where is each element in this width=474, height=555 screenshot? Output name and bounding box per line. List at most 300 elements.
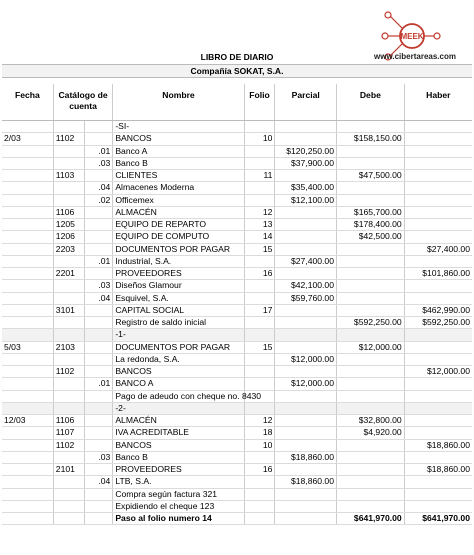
cell-haber xyxy=(404,133,472,145)
svg-text:MEEK: MEEK xyxy=(400,32,424,41)
cell-cat xyxy=(53,121,84,133)
cell-cat: 1102 xyxy=(53,366,84,378)
cell-fecha xyxy=(2,121,53,133)
cell-sub xyxy=(84,500,113,512)
cell-parcial xyxy=(275,390,337,402)
cell-debe: $42,500.00 xyxy=(337,231,405,243)
cell-nombre: DOCUMENTOS POR PAGAR xyxy=(113,341,244,353)
cell-cat: 1103 xyxy=(53,170,84,182)
cell-cat xyxy=(53,292,84,304)
cell-sub xyxy=(84,170,113,182)
cell-parcial xyxy=(275,513,337,525)
cell-folio: 11 xyxy=(244,170,275,182)
cell-fecha xyxy=(2,513,53,525)
cell-debe: $158,150.00 xyxy=(337,133,405,145)
cell-sub: .04 xyxy=(84,182,113,194)
cell-nombre: Pago de adeudo con cheque no. 8430 xyxy=(113,390,244,402)
cell-parcial xyxy=(275,439,337,451)
cell-parcial xyxy=(275,121,337,133)
cell-debe xyxy=(337,390,405,402)
cell-sub xyxy=(84,317,113,329)
cell-fecha xyxy=(2,476,53,488)
cell-parcial: $18,860.00 xyxy=(275,476,337,488)
cell-folio xyxy=(244,402,275,414)
cell-cat: 1206 xyxy=(53,231,84,243)
table-row xyxy=(2,157,472,169)
cell-cat xyxy=(53,317,84,329)
cell-fecha xyxy=(2,268,53,280)
cell-sub xyxy=(84,304,113,316)
cell-debe xyxy=(337,145,405,157)
table-row xyxy=(2,268,472,280)
cell-nombre: -1- xyxy=(113,329,244,341)
cell-folio xyxy=(244,329,275,341)
cell-parcial xyxy=(275,415,337,427)
cell-parcial xyxy=(275,304,337,316)
cell-debe xyxy=(337,329,405,341)
cell-cat xyxy=(53,488,84,500)
cell-fecha xyxy=(2,194,53,206)
cell-haber xyxy=(404,476,472,488)
cell-parcial xyxy=(275,219,337,231)
cell-sub xyxy=(84,133,113,145)
cell-fecha xyxy=(2,145,53,157)
cell-parcial xyxy=(275,170,337,182)
cell-fecha xyxy=(2,402,53,414)
table-row xyxy=(2,476,472,488)
cell-parcial: $59,760.00 xyxy=(275,292,337,304)
cell-nombre: EQUIPO DE REPARTO xyxy=(113,219,244,231)
cell-folio: 12 xyxy=(244,206,275,218)
col-haber: Haber xyxy=(404,84,472,121)
cell-debe xyxy=(337,268,405,280)
cell-cat xyxy=(53,476,84,488)
cell-cat: 1102 xyxy=(53,439,84,451)
cell-folio: 10 xyxy=(244,439,275,451)
cell-cat: 1205 xyxy=(53,219,84,231)
cell-nombre: DOCUMENTOS POR PAGAR xyxy=(113,243,244,255)
cell-parcial xyxy=(275,268,337,280)
cell-nombre: Paso al folio numero 14 xyxy=(113,513,244,525)
cell-fecha xyxy=(2,390,53,402)
table-row xyxy=(2,182,472,194)
cell-cat xyxy=(53,353,84,365)
col-folio: Folio xyxy=(244,84,275,121)
cell-debe xyxy=(337,194,405,206)
cell-debe xyxy=(337,488,405,500)
cell-parcial xyxy=(275,341,337,353)
cell-haber xyxy=(404,488,472,500)
cell-haber xyxy=(404,292,472,304)
cell-sub xyxy=(84,268,113,280)
cell-folio: 15 xyxy=(244,243,275,255)
cell-debe xyxy=(337,366,405,378)
cell-sub: .03 xyxy=(84,451,113,463)
cell-cat: 1106 xyxy=(53,206,84,218)
cell-cat xyxy=(53,280,84,292)
cell-haber xyxy=(404,255,472,267)
table-row xyxy=(2,194,472,206)
table-row xyxy=(2,513,472,525)
cell-debe: $165,700.00 xyxy=(337,206,405,218)
logo-url: www.cibertareas.com xyxy=(374,52,456,61)
cell-sub xyxy=(84,439,113,451)
cell-parcial xyxy=(275,329,337,341)
table-row xyxy=(2,206,472,218)
cell-parcial: $120,250.00 xyxy=(275,145,337,157)
cell-cat xyxy=(53,500,84,512)
cell-cat: 1102 xyxy=(53,133,84,145)
cell-haber: $18,860.00 xyxy=(404,464,472,476)
cell-nombre: Officemex xyxy=(113,194,244,206)
table-row xyxy=(2,427,472,439)
cell-parcial xyxy=(275,206,337,218)
cell-nombre: CLIENTES xyxy=(113,170,244,182)
cell-parcial xyxy=(275,366,337,378)
cell-fecha: 5/03 xyxy=(2,341,53,353)
cell-parcial: $12,100.00 xyxy=(275,194,337,206)
cell-fecha xyxy=(2,353,53,365)
cell-haber xyxy=(404,194,472,206)
cell-parcial xyxy=(275,488,337,500)
cell-debe xyxy=(337,451,405,463)
table-row xyxy=(2,133,472,145)
cell-nombre: Diseños Glamour xyxy=(113,280,244,292)
cell-debe xyxy=(337,280,405,292)
cell-sub xyxy=(84,402,113,414)
cell-haber xyxy=(404,390,472,402)
cell-cat xyxy=(53,157,84,169)
cell-haber xyxy=(404,182,472,194)
cell-cat xyxy=(53,145,84,157)
table-header-row xyxy=(2,84,472,121)
journal-table xyxy=(2,84,472,525)
cell-fecha xyxy=(2,378,53,390)
cell-folio: 17 xyxy=(244,304,275,316)
cell-fecha xyxy=(2,439,53,451)
cell-fecha xyxy=(2,243,53,255)
cell-folio xyxy=(244,500,275,512)
cell-cat: 2201 xyxy=(53,268,84,280)
cell-sub xyxy=(84,243,113,255)
cell-nombre: Esquivel, S.A. xyxy=(113,292,244,304)
cell-sub: .03 xyxy=(84,280,113,292)
cell-debe xyxy=(337,157,405,169)
cell-fecha: 12/03 xyxy=(2,415,53,427)
cell-folio xyxy=(244,292,275,304)
cell-cat: 2203 xyxy=(53,243,84,255)
cell-debe: $12,000.00 xyxy=(337,341,405,353)
cell-cat xyxy=(53,255,84,267)
cell-haber: $101,860.00 xyxy=(404,268,472,280)
cell-nombre: PROVEEDORES xyxy=(113,464,244,476)
cell-nombre: Compra según factura 321 xyxy=(113,488,244,500)
cell-folio: 14 xyxy=(244,231,275,243)
cell-folio xyxy=(244,255,275,267)
cell-cat: 3101 xyxy=(53,304,84,316)
table-row xyxy=(2,353,472,365)
col-nombre: Nombre xyxy=(113,84,244,121)
cell-nombre: La redonda, S.A. xyxy=(113,353,244,365)
cell-parcial: $12,000.00 xyxy=(275,378,337,390)
cell-parcial xyxy=(275,231,337,243)
cell-folio: 13 xyxy=(244,219,275,231)
cell-cat: 2103 xyxy=(53,341,84,353)
cell-debe xyxy=(337,500,405,512)
cell-parcial xyxy=(275,464,337,476)
cell-debe: $47,500.00 xyxy=(337,170,405,182)
cell-haber xyxy=(404,231,472,243)
cell-sub xyxy=(84,415,113,427)
cell-nombre: BANCO A xyxy=(113,378,244,390)
cell-nombre: BANCOS xyxy=(113,439,244,451)
table-row xyxy=(2,317,472,329)
table-row xyxy=(2,341,472,353)
table-row xyxy=(2,500,472,512)
table-row xyxy=(2,378,472,390)
cell-sub: .03 xyxy=(84,157,113,169)
cell-haber xyxy=(404,451,472,463)
col-debe: Debe xyxy=(337,84,405,121)
cell-fecha xyxy=(2,304,53,316)
cell-fecha xyxy=(2,170,53,182)
cell-debe xyxy=(337,353,405,365)
cell-nombre: ALMACÉN xyxy=(113,206,244,218)
cell-nombre: Banco B xyxy=(113,451,244,463)
cell-haber: $462,990.00 xyxy=(404,304,472,316)
cell-debe xyxy=(337,464,405,476)
cell-cat xyxy=(53,194,84,206)
cell-parcial: $27,400.00 xyxy=(275,255,337,267)
page-title: LIBRO DE DIARIO xyxy=(200,52,274,62)
cell-fecha xyxy=(2,219,53,231)
cell-sub xyxy=(84,513,113,525)
cell-nombre: Banco A xyxy=(113,145,244,157)
cell-parcial: $37,900.00 xyxy=(275,157,337,169)
table-row xyxy=(2,231,472,243)
cell-nombre: EQUIPO DE COMPUTO xyxy=(113,231,244,243)
cell-fecha xyxy=(2,280,53,292)
cell-haber xyxy=(404,329,472,341)
cell-folio xyxy=(244,451,275,463)
cell-debe xyxy=(337,378,405,390)
cell-nombre: PROVEEDORES xyxy=(113,268,244,280)
cell-folio xyxy=(244,378,275,390)
table-row xyxy=(2,243,472,255)
cell-debe: $178,400.00 xyxy=(337,219,405,231)
cell-folio xyxy=(244,353,275,365)
cell-cat xyxy=(53,182,84,194)
cell-folio: 12 xyxy=(244,415,275,427)
cell-debe: $4,920.00 xyxy=(337,427,405,439)
table-row xyxy=(2,292,472,304)
cell-fecha xyxy=(2,255,53,267)
cell-fecha xyxy=(2,427,53,439)
cell-fecha xyxy=(2,206,53,218)
cell-nombre: Registro de saldo inicial xyxy=(113,317,244,329)
cell-haber xyxy=(404,378,472,390)
cell-sub xyxy=(84,206,113,218)
cell-sub: .04 xyxy=(84,292,113,304)
cell-nombre: IVA ACREDITABLE xyxy=(113,427,244,439)
cell-parcial xyxy=(275,317,337,329)
cell-sub xyxy=(84,341,113,353)
cell-folio xyxy=(244,280,275,292)
cell-debe xyxy=(337,439,405,451)
cell-nombre: BANCOS xyxy=(113,133,244,145)
cell-folio xyxy=(244,194,275,206)
cell-sub xyxy=(84,353,113,365)
cell-folio: 15 xyxy=(244,341,275,353)
cell-fecha xyxy=(2,231,53,243)
cell-nombre: Banco B xyxy=(113,157,244,169)
cell-fecha xyxy=(2,182,53,194)
cell-folio xyxy=(244,145,275,157)
cell-cat xyxy=(53,329,84,341)
cell-haber: $27,400.00 xyxy=(404,243,472,255)
cell-folio: 16 xyxy=(244,268,275,280)
cell-debe xyxy=(337,304,405,316)
cell-sub xyxy=(84,488,113,500)
cell-folio xyxy=(244,513,275,525)
table-row xyxy=(2,451,472,463)
cell-parcial xyxy=(275,243,337,255)
cell-haber xyxy=(404,415,472,427)
cell-haber xyxy=(404,157,472,169)
cell-debe xyxy=(337,182,405,194)
cell-debe: $641,970.00 xyxy=(337,513,405,525)
cell-haber xyxy=(404,121,472,133)
cell-folio xyxy=(244,476,275,488)
cell-folio: 18 xyxy=(244,427,275,439)
col-fecha: Fecha xyxy=(2,84,53,121)
cell-nombre: -SI- xyxy=(113,121,244,133)
col-catalogo: Catálogo de cuenta xyxy=(53,84,113,121)
cell-nombre: Expidiendo el cheque 123 xyxy=(113,500,244,512)
table-row xyxy=(2,145,472,157)
cell-sub xyxy=(84,329,113,341)
cell-haber: $641,970.00 xyxy=(404,513,472,525)
cell-fecha xyxy=(2,317,53,329)
table-row xyxy=(2,170,472,182)
cell-sub: .02 xyxy=(84,194,113,206)
cell-sub: .01 xyxy=(84,255,113,267)
cell-parcial xyxy=(275,133,337,145)
cell-haber xyxy=(404,280,472,292)
cell-haber xyxy=(404,219,472,231)
cell-nombre: ALMACÉN xyxy=(113,415,244,427)
cell-debe xyxy=(337,402,405,414)
company-name: Compañía SOKAT, S.A. xyxy=(2,64,472,78)
cell-folio xyxy=(244,182,275,194)
cell-sub xyxy=(84,427,113,439)
cell-sub xyxy=(84,231,113,243)
cell-haber xyxy=(404,341,472,353)
cell-cat: 1107 xyxy=(53,427,84,439)
cell-sub xyxy=(84,219,113,231)
cell-sub: .01 xyxy=(84,145,113,157)
cell-sub xyxy=(84,121,113,133)
cell-folio xyxy=(244,488,275,500)
cell-fecha xyxy=(2,488,53,500)
table-row xyxy=(2,304,472,316)
cell-debe: $592,250.00 xyxy=(337,317,405,329)
cell-sub xyxy=(84,366,113,378)
col-parcial: Parcial xyxy=(275,84,337,121)
cell-parcial xyxy=(275,427,337,439)
table-row xyxy=(2,329,472,341)
cell-nombre: CAPITAL SOCIAL xyxy=(113,304,244,316)
cell-parcial xyxy=(275,500,337,512)
cell-nombre: BANCOS xyxy=(113,366,244,378)
cell-folio xyxy=(244,157,275,169)
cell-folio xyxy=(244,121,275,133)
table-row xyxy=(2,415,472,427)
cell-cat xyxy=(53,402,84,414)
table-row xyxy=(2,255,472,267)
cell-nombre: -2- xyxy=(113,402,244,414)
cell-fecha xyxy=(2,329,53,341)
cell-sub: .01 xyxy=(84,378,113,390)
table-row xyxy=(2,219,472,231)
cell-fecha xyxy=(2,157,53,169)
cell-fecha xyxy=(2,500,53,512)
table-row xyxy=(2,121,472,133)
cell-fecha: 2/03 xyxy=(2,133,53,145)
cell-parcial: $12,000.00 xyxy=(275,353,337,365)
cell-cat xyxy=(53,451,84,463)
cell-fecha xyxy=(2,366,53,378)
cell-nombre: Industrial, S.A. xyxy=(113,255,244,267)
cell-haber xyxy=(404,402,472,414)
cell-folio xyxy=(244,317,275,329)
cell-cat: 1106 xyxy=(53,415,84,427)
cell-haber xyxy=(404,206,472,218)
cell-cat xyxy=(53,390,84,402)
cell-debe xyxy=(337,255,405,267)
cell-haber xyxy=(404,500,472,512)
cell-folio xyxy=(244,366,275,378)
table-row xyxy=(2,390,472,402)
table-row xyxy=(2,280,472,292)
cell-debe xyxy=(337,476,405,488)
journal-body xyxy=(2,121,472,525)
cell-haber xyxy=(404,170,472,182)
cell-folio: 16 xyxy=(244,464,275,476)
cell-haber xyxy=(404,427,472,439)
cell-cat xyxy=(53,513,84,525)
cell-fecha xyxy=(2,464,53,476)
table-row xyxy=(2,439,472,451)
cell-haber xyxy=(404,145,472,157)
cell-haber: $12,000.00 xyxy=(404,366,472,378)
cell-parcial: $42,100.00 xyxy=(275,280,337,292)
cell-parcial: $18,860.00 xyxy=(275,451,337,463)
cell-nombre: Almacenes Moderna xyxy=(113,182,244,194)
cell-cat xyxy=(53,378,84,390)
table-row xyxy=(2,402,472,414)
cell-folio: 10 xyxy=(244,133,275,145)
cell-debe xyxy=(337,243,405,255)
table-row xyxy=(2,488,472,500)
cell-sub xyxy=(84,464,113,476)
cell-debe xyxy=(337,292,405,304)
cell-fecha xyxy=(2,451,53,463)
cell-haber xyxy=(404,353,472,365)
table-row xyxy=(2,366,472,378)
cell-sub: .04 xyxy=(84,476,113,488)
cell-sub xyxy=(84,390,113,402)
